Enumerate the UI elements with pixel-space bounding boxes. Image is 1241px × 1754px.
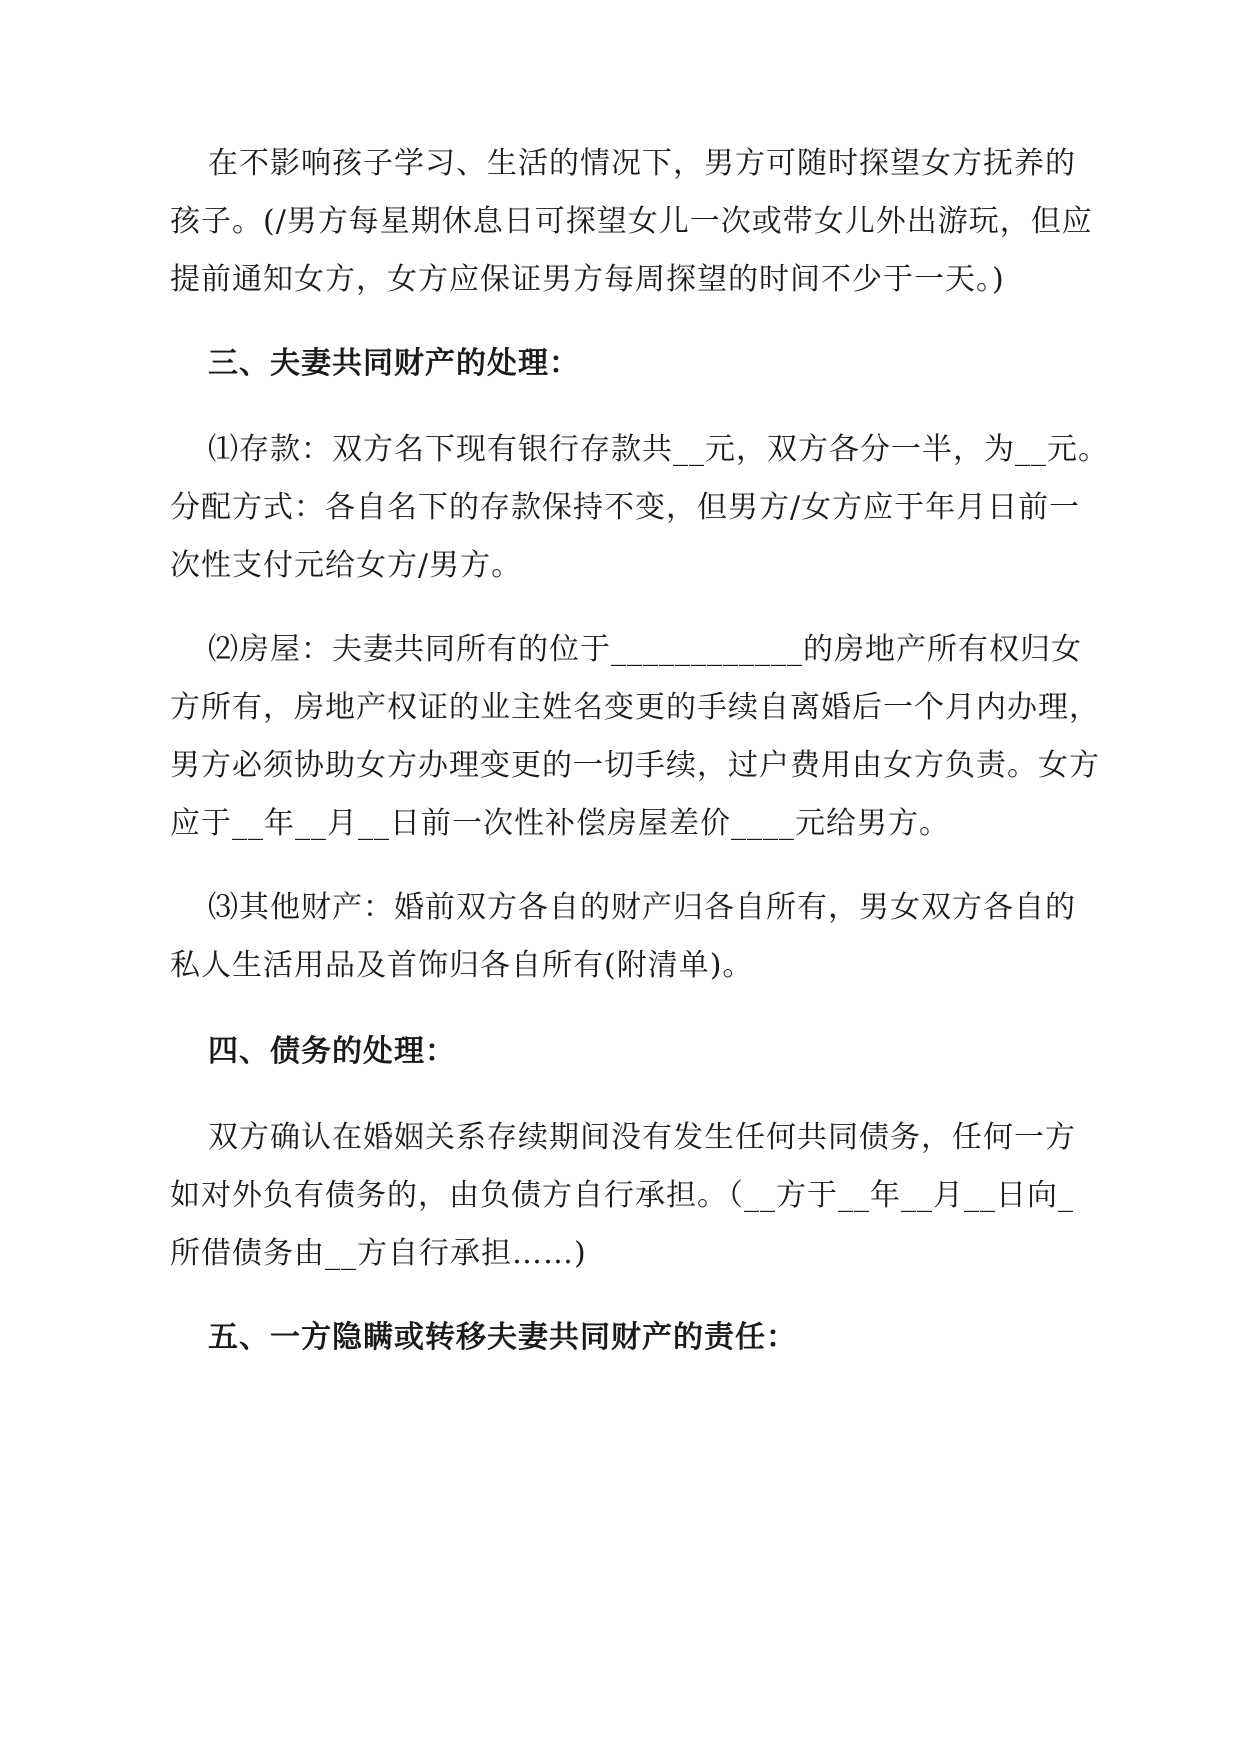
deposit-line-2: 分配方式：各自名下的存款保持不变，但男方/女方应于年月日前一 xyxy=(170,490,1081,525)
debt-line-3: 所借债务由__方自行承担……) xyxy=(170,1236,587,1271)
section-four-heading: 四、债务的处理： xyxy=(208,1034,456,1069)
house-line-1: ⑵房屋：夫妻共同所有的位于____________的房地产所有权归女 xyxy=(208,632,1082,667)
house-line-2: 方所有，房地产权证的业主姓名变更的手续自离婚后一个月内办理， xyxy=(170,690,1100,725)
deposit-line-1: ⑴存款：双方名下现有银行存款共__元，双方各分一半，为__元。 xyxy=(208,432,1109,467)
house-line-3: 男方必须协助女方办理变更的一切手续，过户费用由女方负责。女方 xyxy=(170,748,1100,783)
debt-line-2: 如对外负有债务的，由负债方自行承担。（__方于__年__月__日向_ xyxy=(170,1178,1074,1213)
visitation-line-3: 提前通知女方，女方应保证男方每周探望的时间不少于一天。) xyxy=(170,262,1005,297)
house-line-4: 应于__年__月__日前一次性补偿房屋差价____元给男方。 xyxy=(170,806,950,841)
section-three-heading: 三、夫妻共同财产的处理： xyxy=(208,346,580,381)
section-five-heading: 五、一方隐瞒或转移夫妻共同财产的责任： xyxy=(208,1320,797,1355)
visitation-line-1: 在不影响孩子学习、生活的情况下，男方可随时探望女方抚养的 xyxy=(208,146,1076,181)
visitation-line-2: 孩子。(/男方每星期休息日可探望女儿一次或带女儿外出游玩，但应 xyxy=(170,204,1093,239)
debt-line-1: 双方确认在婚姻关系存续期间没有发生任何共同债务，任何一方 xyxy=(208,1120,1076,1155)
other-property-line-2: 私人生活用品及首饰归各自所有(附清单)。 xyxy=(170,948,754,983)
deposit-line-3: 次性支付元给女方/男方。 xyxy=(170,548,523,583)
other-property-line-1: ⑶其他财产：婚前双方各自的财产归各自所有，男女双方各自的 xyxy=(208,890,1076,925)
